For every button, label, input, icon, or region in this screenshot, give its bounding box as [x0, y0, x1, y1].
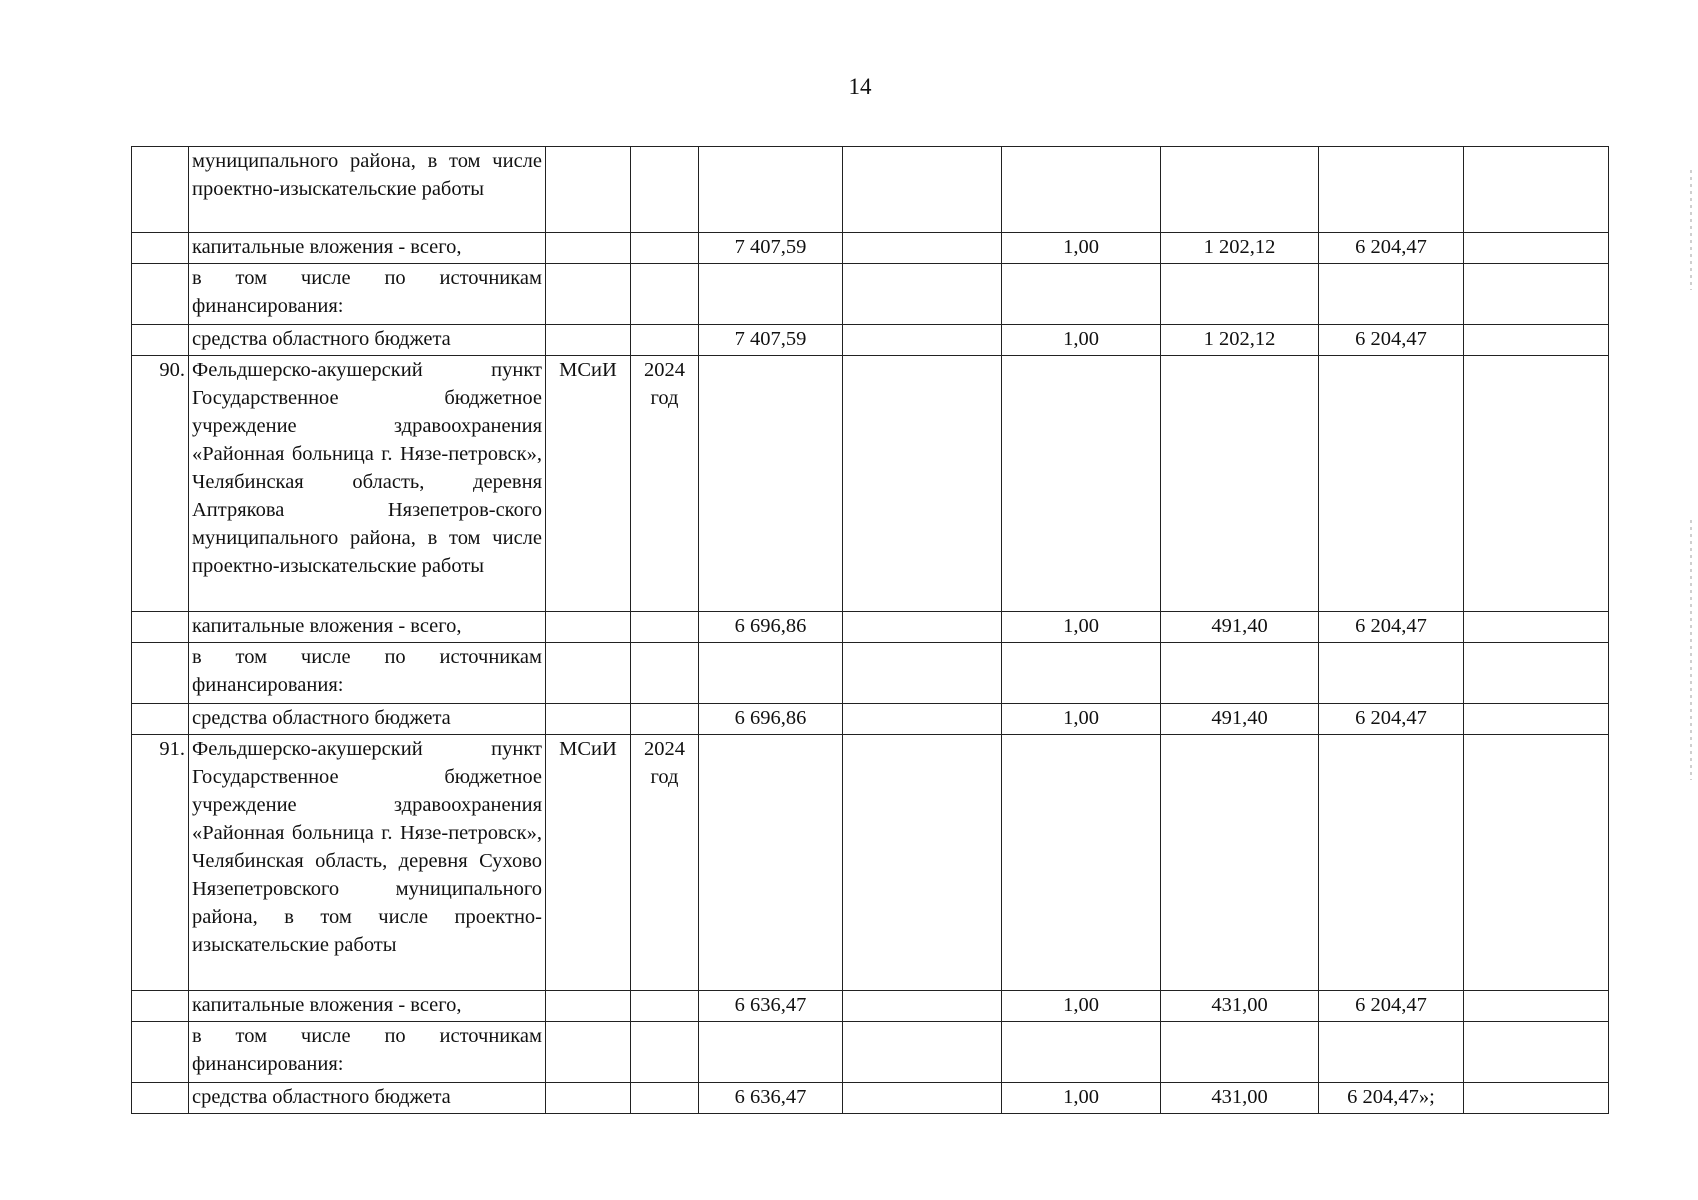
- row-organization: [546, 147, 631, 233]
- row-value-col5: 6 204,47: [1319, 233, 1464, 264]
- row-value-total: [699, 264, 843, 325]
- row-number: [132, 147, 189, 233]
- row-year: [631, 233, 699, 264]
- row-organization: [546, 264, 631, 325]
- row-value-col5: [1319, 264, 1464, 325]
- row-value-col4: 491,40: [1161, 612, 1319, 643]
- row-value-col6: [1464, 1083, 1609, 1114]
- row-value-col4: [1161, 147, 1319, 233]
- row-year: 2024 год: [631, 356, 699, 612]
- row-value-col6: [1464, 264, 1609, 325]
- budget-table: [131, 146, 1609, 1114]
- row-value-col6: [1464, 1022, 1609, 1083]
- row-value-col2: [843, 991, 1002, 1022]
- row-value-col5: 6 204,47: [1319, 991, 1464, 1022]
- row-number: 91.: [132, 735, 189, 991]
- row-value-total: [699, 356, 843, 612]
- row-number: [132, 264, 189, 325]
- table-row: [132, 1083, 1609, 1114]
- row-value-col3: [1002, 264, 1161, 325]
- page-number: 14: [848, 74, 872, 99]
- row-description: в том числе по источникам финансирования:: [189, 264, 546, 325]
- row-description: в том числе по источникам финансирования:: [189, 1022, 546, 1083]
- row-value-col3: 1,00: [1002, 325, 1161, 356]
- row-value-total: [699, 735, 843, 991]
- row-value-col4: 1 202,12: [1161, 233, 1319, 264]
- table-row: [132, 735, 1609, 991]
- row-value-col4: [1161, 735, 1319, 991]
- row-year: [631, 1083, 699, 1114]
- row-organization: [546, 612, 631, 643]
- row-value-col2: [843, 643, 1002, 704]
- row-year: [631, 991, 699, 1022]
- row-organization: [546, 991, 631, 1022]
- row-value-col6: [1464, 147, 1609, 233]
- row-value-col2: [843, 612, 1002, 643]
- row-organization: МСиИ: [546, 735, 631, 991]
- row-value-col6: [1464, 233, 1609, 264]
- row-value-col4: [1161, 264, 1319, 325]
- row-value-col4: [1161, 1022, 1319, 1083]
- row-value-col5: [1319, 147, 1464, 233]
- row-number: [132, 233, 189, 264]
- row-value-col3: 1,00: [1002, 991, 1161, 1022]
- row-number: [132, 612, 189, 643]
- row-number: [132, 704, 189, 735]
- row-value-total: [699, 147, 843, 233]
- row-value-col5: 6 204,47»;: [1319, 1083, 1464, 1114]
- table-row: [132, 991, 1609, 1022]
- row-value-col6: [1464, 643, 1609, 704]
- row-value-col5: 6 204,47: [1319, 704, 1464, 735]
- row-value-col2: [843, 147, 1002, 233]
- row-value-col6: [1464, 356, 1609, 612]
- row-value-col2: [843, 1022, 1002, 1083]
- row-year: [631, 147, 699, 233]
- row-description: средства областного бюджета: [189, 1083, 546, 1114]
- row-value-col2: [843, 233, 1002, 264]
- row-value-col3: [1002, 643, 1161, 704]
- row-organization: [546, 233, 631, 264]
- row-value-col2: [843, 735, 1002, 991]
- row-value-col5: 6 204,47: [1319, 325, 1464, 356]
- row-value-col2: [843, 1083, 1002, 1114]
- row-value-col3: [1002, 147, 1161, 233]
- row-number: [132, 1022, 189, 1083]
- row-description: капитальные вложения - всего,: [189, 612, 546, 643]
- row-value-total: 6 636,47: [699, 1083, 843, 1114]
- row-value-total: 6 696,86: [699, 704, 843, 735]
- row-value-col5: [1319, 356, 1464, 612]
- row-organization: [546, 704, 631, 735]
- row-value-total: 6 696,86: [699, 612, 843, 643]
- row-description: Фельдшерско-акушерский пункт Государственное бюджетное учреждение здравоохранения «Районная больница г. Нязе-петровск», Челябинская область, деревня Сухово Нязепетровского муниципального района, в том числе проектно-изыскательские работы: [189, 735, 546, 991]
- row-value-col6: [1464, 325, 1609, 356]
- row-description: капитальные вложения - всего,: [189, 991, 546, 1022]
- table-row: [132, 264, 1609, 325]
- row-value-col6: [1464, 704, 1609, 735]
- row-year: [631, 325, 699, 356]
- row-value-col4: 1 202,12: [1161, 325, 1319, 356]
- row-number: [132, 643, 189, 704]
- row-year: 2024 год: [631, 735, 699, 991]
- row-description: муниципального района, в том числе проектно-изыскательские работы: [189, 147, 546, 233]
- row-value-total: 6 636,47: [699, 991, 843, 1022]
- row-year: [631, 264, 699, 325]
- row-number: [132, 325, 189, 356]
- row-organization: МСиИ: [546, 356, 631, 612]
- row-value-col2: [843, 356, 1002, 612]
- table-row: [132, 704, 1609, 735]
- row-organization: [546, 1022, 631, 1083]
- row-value-col5: [1319, 735, 1464, 991]
- row-year: [631, 643, 699, 704]
- row-organization: [546, 1083, 631, 1114]
- row-description: в том числе по источникам финансирования:: [189, 643, 546, 704]
- row-value-col3: [1002, 356, 1161, 612]
- row-value-col6: [1464, 735, 1609, 991]
- row-description: средства областного бюджета: [189, 704, 546, 735]
- row-description: капитальные вложения - всего,: [189, 233, 546, 264]
- row-value-col6: [1464, 991, 1609, 1022]
- row-value-col6: [1464, 612, 1609, 643]
- row-value-col4: 491,40: [1161, 704, 1319, 735]
- row-value-col4: 431,00: [1161, 1083, 1319, 1114]
- row-value-col4: 431,00: [1161, 991, 1319, 1022]
- row-value-col2: [843, 264, 1002, 325]
- row-value-total: [699, 643, 843, 704]
- row-organization: [546, 325, 631, 356]
- row-value-total: 7 407,59: [699, 325, 843, 356]
- row-number: [132, 1083, 189, 1114]
- table-body: [132, 147, 1609, 1114]
- table-row: [132, 147, 1609, 233]
- row-year: [631, 612, 699, 643]
- scan-edge-mark: [1690, 170, 1692, 290]
- row-value-col5: 6 204,47: [1319, 612, 1464, 643]
- row-value-col3: 1,00: [1002, 612, 1161, 643]
- table-row: [132, 356, 1609, 612]
- row-value-total: 7 407,59: [699, 233, 843, 264]
- row-number: [132, 991, 189, 1022]
- row-value-col3: 1,00: [1002, 1083, 1161, 1114]
- table-row: [132, 1022, 1609, 1083]
- row-value-col3: [1002, 1022, 1161, 1083]
- row-description: средства областного бюджета: [189, 325, 546, 356]
- row-value-col3: [1002, 735, 1161, 991]
- row-year: [631, 1022, 699, 1083]
- scan-edge-mark: [1690, 520, 1692, 780]
- row-value-col4: [1161, 643, 1319, 704]
- table-row: [132, 325, 1609, 356]
- table-row: [132, 612, 1609, 643]
- row-number: 90.: [132, 356, 189, 612]
- row-value-col2: [843, 704, 1002, 735]
- row-value-total: [699, 1022, 843, 1083]
- row-value-col5: [1319, 1022, 1464, 1083]
- row-year: [631, 704, 699, 735]
- row-value-col4: [1161, 356, 1319, 612]
- row-value-col5: [1319, 643, 1464, 704]
- row-description: Фельдшерско-акушерский пункт Государственное бюджетное учреждение здравоохранения «Районная больница г. Нязе-петровск», Челябинская область, деревня Аптрякова Нязепетров-ского муниципального района, в том числе проектно-изыскательские работы: [189, 356, 546, 612]
- row-value-col3: 1,00: [1002, 704, 1161, 735]
- table-row: [132, 233, 1609, 264]
- table-row: [132, 643, 1609, 704]
- row-value-col3: 1,00: [1002, 233, 1161, 264]
- row-organization: [546, 643, 631, 704]
- row-value-col2: [843, 325, 1002, 356]
